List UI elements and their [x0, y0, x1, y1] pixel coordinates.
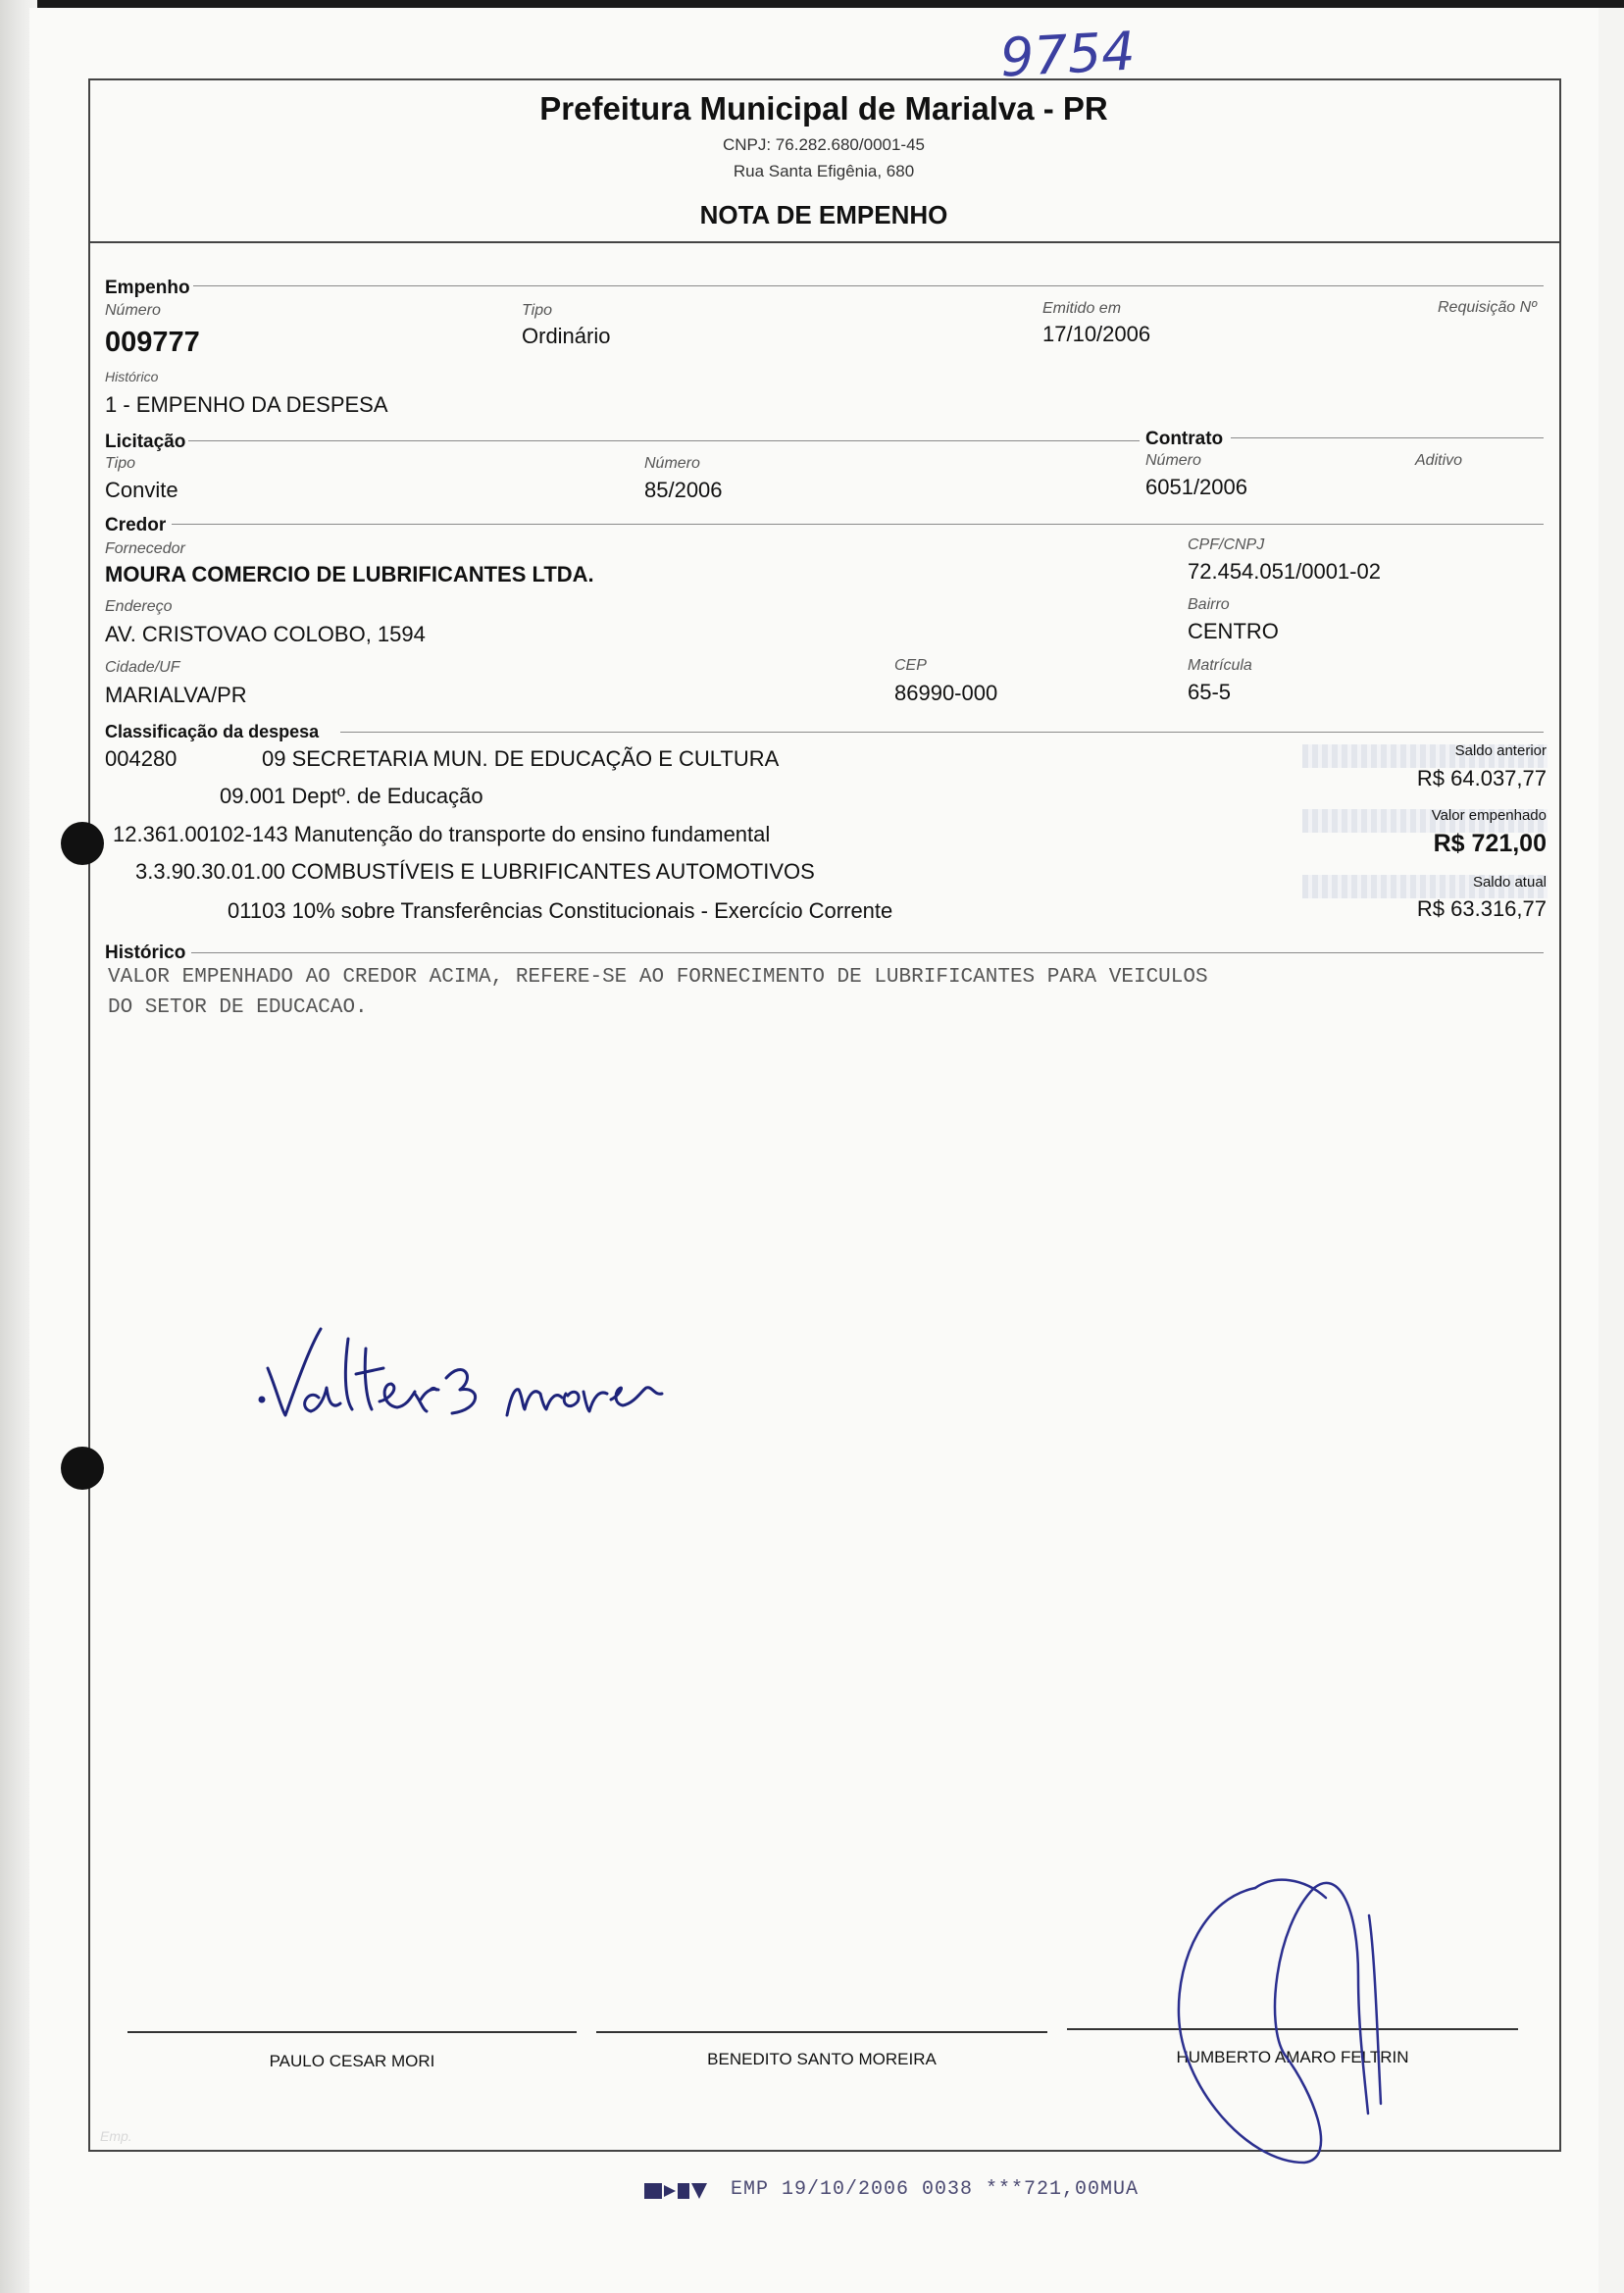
punch-hole-bottom [61, 1447, 104, 1490]
section-licitacao: Licitação [105, 432, 186, 452]
handwritten-signature-loop [1167, 1868, 1402, 2182]
empenho-numero: 009777 [105, 327, 200, 358]
classificacao-elemento: 3.3.90.30.01.00 COMBUSTÍVEIS E LUBRIFICANTES AUTOMOTIVOS [135, 859, 815, 884]
saldo-anterior: R$ 64.037,77 [1416, 766, 1547, 790]
label-endereco: Endereço [105, 598, 173, 615]
label-emitido-em: Emitido em [1042, 300, 1122, 317]
historico-line-1: VALOR EMPENHADO AO CREDOR ACIMA, REFERE-SE AO FORNECIMENTO DE LUBRIFICANTES PARA VEICULOS [108, 966, 1208, 989]
label-saldo-atual: Saldo atual [1472, 874, 1547, 891]
contrato-numero: 6051/2006 [1145, 475, 1247, 499]
rule-credor [172, 524, 1544, 525]
rule-licitacao [188, 440, 1140, 441]
section-empenho: Empenho [105, 278, 190, 298]
label-cep: CEP [894, 657, 927, 674]
label-contrato-numero: Número [1145, 452, 1201, 469]
classificacao-code: 004280 [105, 746, 178, 771]
rule-empenho [193, 285, 1544, 286]
label-saldo-anterior: Saldo anterior [1454, 742, 1547, 759]
signatory-1: PAULO CESAR MORI [269, 2052, 435, 2070]
scan-top-edge [0, 0, 1624, 8]
historico-line-2: DO SETOR DE EDUCACAO. [108, 996, 368, 1019]
classificacao-secretaria: 09 SECRETARIA MUN. DE EDUCAÇÃO E CULTURA [262, 746, 780, 771]
page-title: Prefeitura Municipal de Marialva - PR [539, 90, 1108, 127]
stamp-logo-icon [644, 2179, 707, 2203]
cidade-uf: MARIALVA/PR [105, 683, 247, 707]
cnpj-text: CNPJ: 76.282.680/0001-45 [722, 135, 926, 154]
signature-line-1 [127, 2031, 577, 2033]
document-title: NOTA DE EMPENHO [699, 200, 948, 229]
bairro: CENTRO [1188, 619, 1279, 643]
signature-line-2 [596, 2031, 1047, 2033]
signatory-2: BENEDITO SANTO MOREIRA [707, 2050, 937, 2068]
signatory-3: HUMBERTO AMARO FELTRIN [1176, 2048, 1409, 2066]
rule-classificacao [340, 732, 1544, 733]
label-matricula: Matrícula [1188, 657, 1252, 674]
endereco: AV. CRISTOVAO COLOBO, 1594 [105, 622, 426, 646]
label-cidade-uf: Cidade/UF [105, 659, 180, 676]
classificacao-programa: 12.361.00102-143 Manutenção do transporte do ensino fundamental [113, 822, 771, 846]
fornecedor: MOURA COMERCIO DE LUBRIFICANTES LTDA. [105, 562, 594, 586]
payment-stamp: EMP 19/10/2006 0038 ***721,00MUA [731, 2178, 1140, 2201]
label-empenho-tipo: Tipo [522, 302, 552, 319]
section-classificacao: Classificação da despesa [105, 722, 320, 741]
label-cpf-cnpj: CPF/CNPJ [1188, 536, 1265, 553]
label-historico-empenho: Histórico [105, 369, 159, 384]
label-fornecedor: Fornecedor [105, 540, 185, 557]
saldo-atual: R$ 63.316,77 [1416, 896, 1547, 921]
label-licitacao-numero: Número [644, 455, 700, 472]
licitacao-numero: 85/2006 [644, 478, 723, 502]
section-credor: Credor [105, 515, 167, 535]
rule-historico [191, 952, 1544, 953]
empenho-historico: 1 - EMPENHO DA DESPESA [105, 392, 388, 417]
section-historico: Histórico [105, 943, 186, 963]
cep: 86990-000 [894, 681, 998, 705]
label-valor-empenhado: Valor empenhado [1431, 807, 1547, 824]
label-empenho-numero: Número [105, 302, 161, 319]
classificacao-departamento: 09.001 Deptº. de Educação [220, 784, 483, 808]
scanner-watermark: Emp. [100, 2128, 132, 2144]
handwritten-signature-walter [250, 1319, 721, 1427]
document-frame [88, 78, 1561, 2152]
handwritten-document-number: 9754 [998, 20, 1137, 89]
licitacao-tipo: Convite [105, 478, 178, 502]
valor-empenhado: R$ 721,00 [1433, 830, 1547, 857]
punch-hole-top [61, 822, 104, 865]
matricula: 65-5 [1188, 680, 1232, 704]
address-text: Rua Santa Efigênia, 680 [733, 162, 915, 180]
header-separator [88, 241, 1559, 243]
section-contrato: Contrato [1145, 429, 1224, 449]
cpf-cnpj: 72.454.051/0001-02 [1188, 559, 1381, 584]
label-licitacao-tipo: Tipo [105, 455, 135, 472]
classificacao-fonte: 01103 10% sobre Transferências Constitucionais - Exercício Corrente [228, 898, 893, 923]
label-bairro: Bairro [1188, 596, 1230, 613]
empenho-tipo: Ordinário [522, 324, 611, 348]
label-requisicao: Requisição Nº [1438, 299, 1537, 316]
label-aditivo: Aditivo [1415, 452, 1463, 469]
rule-contrato [1231, 437, 1544, 438]
emitido-em: 17/10/2006 [1042, 322, 1151, 346]
